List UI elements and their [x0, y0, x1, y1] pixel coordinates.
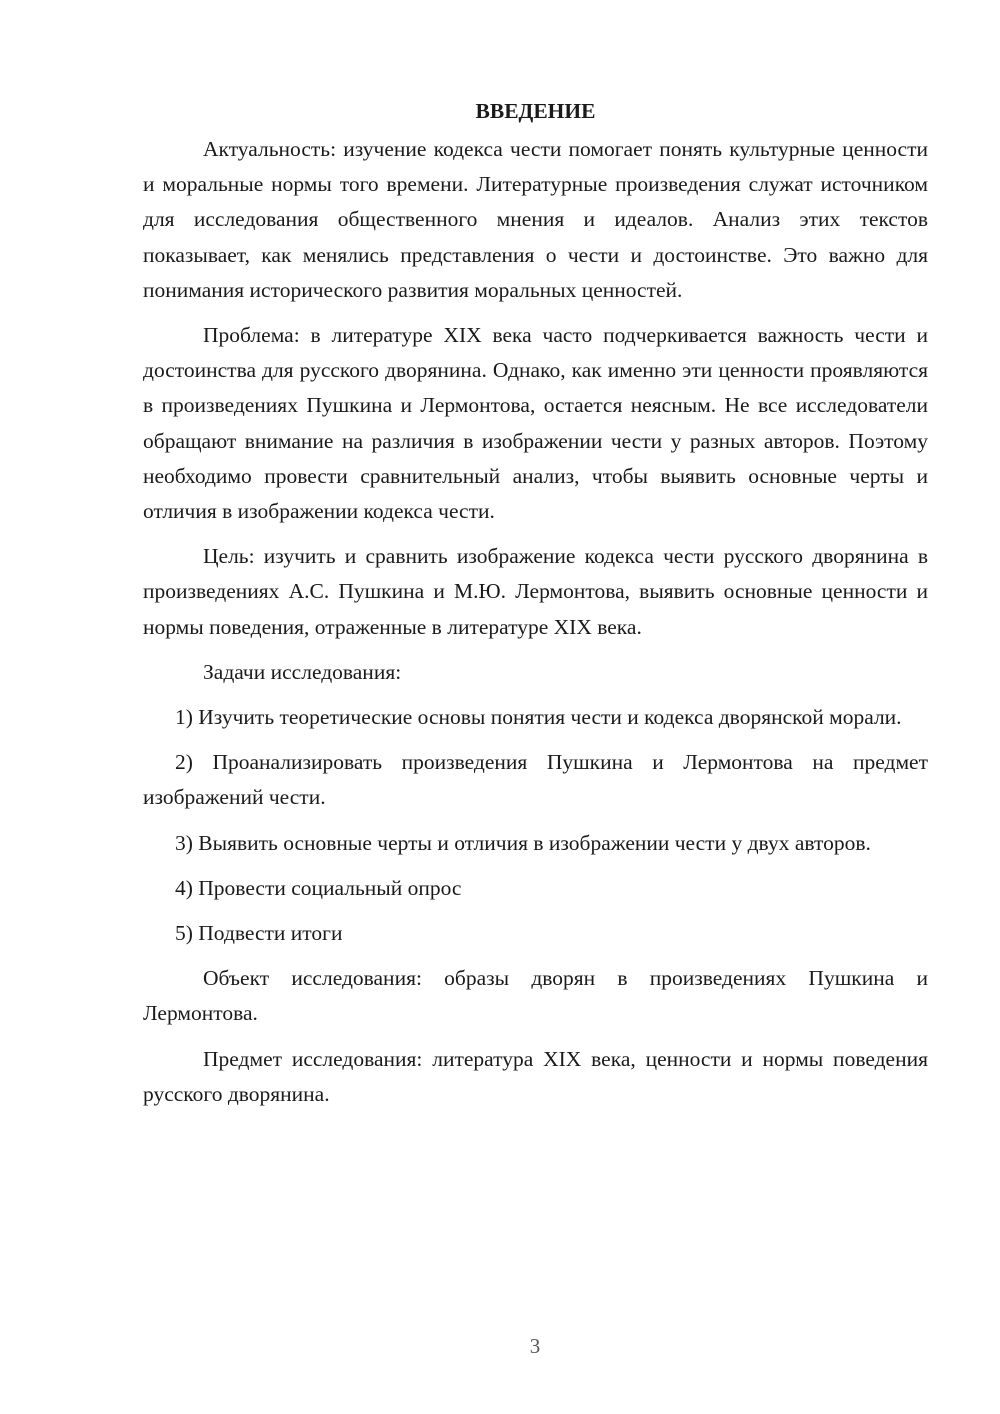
- tasks-list: [143, 700, 928, 951]
- page-number: 3: [529, 1334, 541, 1358]
- paragraph-subject: Предмет исследования: литература XIX века, ценности и нормы поведения русского дворянина.: [143, 1046, 928, 1106]
- paragraph-problem: Проблема: в литературе XIX века часто подчеркивается важность чести и достоинства для русского дворянина. Однако, как именно эти ценности проявляются в произведениях Пушкина и Лермонтова, остается неясным. Не все исследователи обращают внимание на различия в изображении чести у разных авторов. Поэтому необходимо провести сравнительный анализ, чтобы выявить основные черты и отличия в изображении кодекса чести.: [143, 323, 928, 524]
- paragraph-object: Объект исследования: образы дворян в произведениях Пушкина и Лермонтова.: [143, 966, 928, 1026]
- list-item: 2) Проанализировать произведения Пушкина и Лермонтова на предмет изображений чести.: [143, 750, 928, 810]
- list-item: 3) Выявить основные черты и отличия в изображении чести у двух авторов.: [175, 830, 871, 855]
- list-item: 4) Провести социальный опрос: [175, 875, 462, 900]
- paragraph-goal: Цель: изучить и сравнить изображение кодекса чести русского дворянина в произведениях А.С. Пушкина и М.Ю. Лермонтова, выявить основные ценности и нормы поведения, отраженные в литературе XIX века.: [143, 544, 928, 639]
- list-item: 1) Изучить теоретические основы понятия чести и кодекса дворянской морали.: [175, 705, 902, 730]
- list-item: 5) Подвести итоги: [175, 921, 343, 946]
- document-page: [143, 96, 928, 1112]
- tasks-heading: Задачи исследования:: [203, 659, 402, 684]
- page-title: ВВЕДЕНИЕ: [475, 99, 596, 123]
- paragraph-relevance: Актуальность: изучение кодекса чести помогает понять культурные ценности и моральные нормы того времени. Литературные произведения служат источником для исследования общественного мнения и идеалов. Анализ этих текстов показывает, как менялись представления о чести и достоинстве. Это важно для понимания исторического развития моральных ценностей.: [143, 137, 928, 302]
